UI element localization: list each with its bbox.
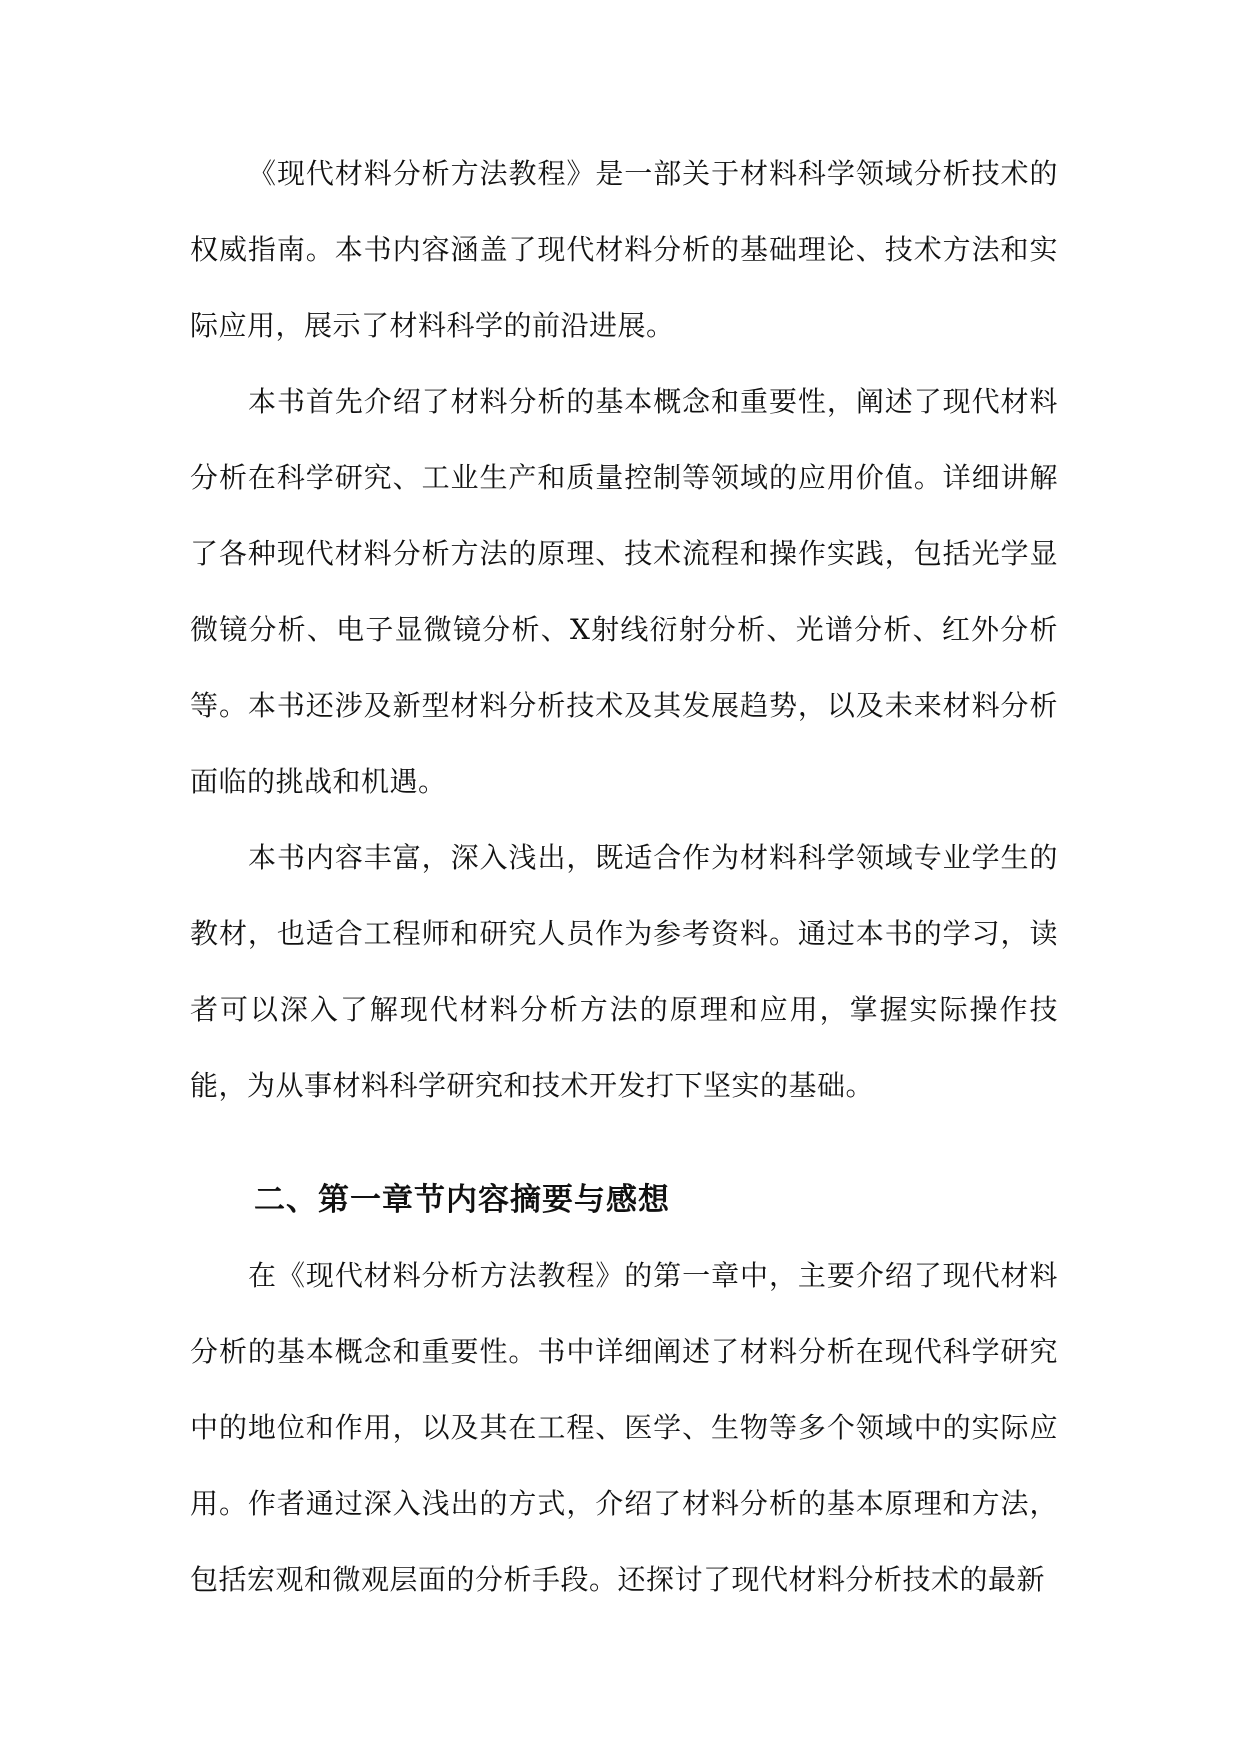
intro-paragraph-2: 本书首先介绍了材料分析的基本概念和重要性，阐述了现代材料分析在科学研究、工业生产和质量控制等领域的应用价值。详细讲解了各种现代材料分析方法的原理、技术流程和操作实践，包括光学显微镜分析、电子显微镜分析、X射线衍射分析、光谱分析、红外分析等。本书还涉及新型材料分析技术及其发展趋势，以及未来材料分析面临的挑战和机遇。 [190,385,1058,798]
intro-paragraph-3: 本书内容丰富，深入浅出，既适合作为材料科学领域专业学生的教材，也适合工程师和研究人员作为参考资料。通过本书的学习，读者可以深入了解现代材料分析方法的原理和应用，掌握实际操作技能，为从事材料科学研究和技术开发打下坚实的基础。 [190,841,1058,1102]
document-body [190,136,1058,1618]
section-heading: 二、第一章节内容摘要与感想 [254,1182,670,1218]
section-paragraph-1: 在《现代材料分析方法教程》的第一章中，主要介绍了现代材料分析的基本概念和重要性。书中详细阐述了材料分析在现代科学研究中的地位和作用，以及其在工程、医学、生物等多个领域中的实际应用。作者通过深入浅出的方式，介绍了材料分析的基本原理和方法，包括宏观和微观层面的分析手段。还探讨了现代材料分析技术的最新 [190,1259,1058,1596]
intro-paragraph-1: 《现代材料分析方法教程》是一部关于材料科学领域分析技术的权威指南。本书内容涵盖了现代材料分析的基础理论、技术方法和实际应用，展示了材料科学的前沿进展。 [190,157,1058,342]
